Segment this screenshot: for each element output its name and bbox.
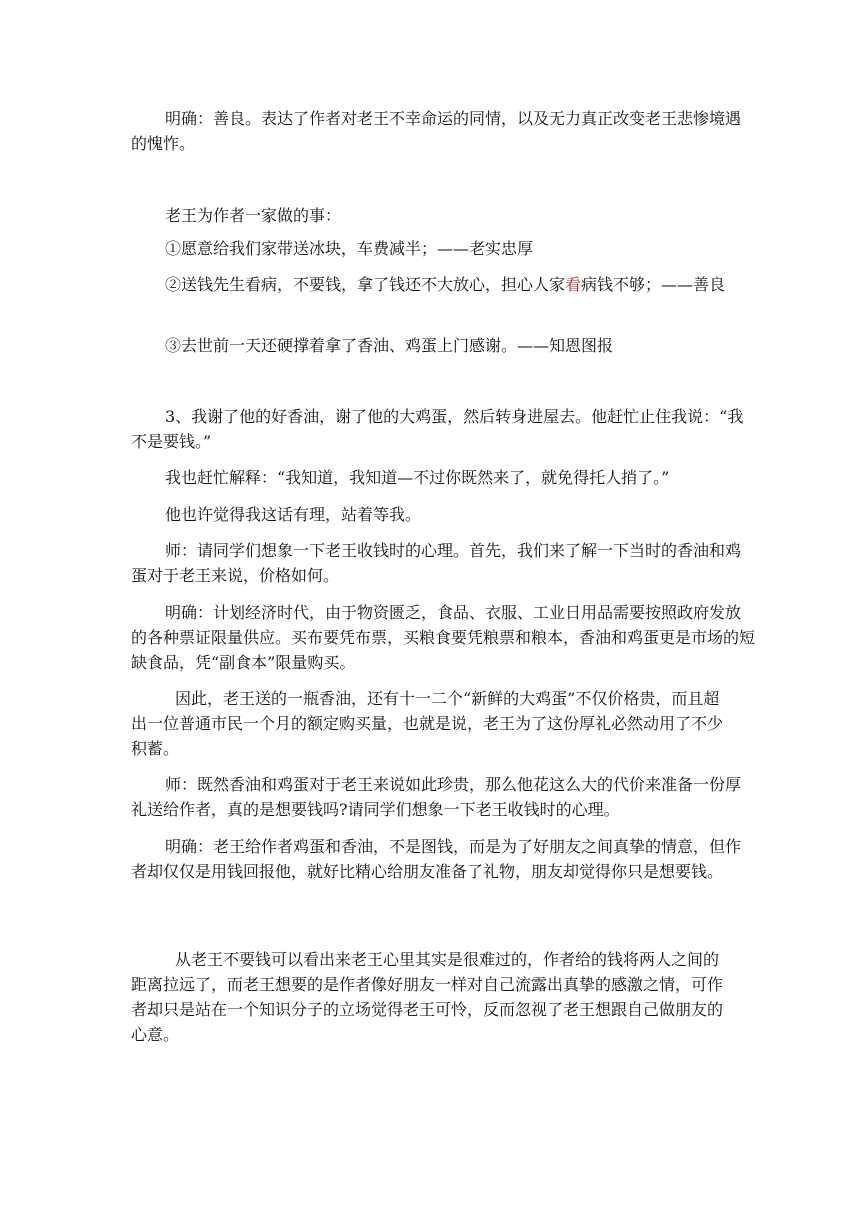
paragraph-item-1: ①愿意给我们家带送冰块，车费减半；——老实忠厚 xyxy=(165,239,534,258)
paragraph-quote-3: 3、我谢了他的好香油，谢了他的大鸡蛋，然后转身进屋去。他赶忙止住我说：“我不是要钱。” xyxy=(131,407,744,451)
item-2-text-before: ②送钱先生看病，不要钱，拿了钱还不大放心，担心人家 xyxy=(165,275,566,294)
paragraph-explanation: 我也赶忙解释：“我知道，我知道—不过你既然来了，就免得托人捎了。” xyxy=(165,468,670,487)
paragraph-item-2 xyxy=(131,272,756,297)
paragraph-item-3: ③去世前一天还硬撑着拿了香油、鸡蛋上门感谢。——知恩图报 xyxy=(165,336,614,355)
paragraph-conclusion-kindness: 明确：善良。表达了作者对老王不幸命运的同情，以及无力真正改变老王悲惨境遇的愧怍。 xyxy=(131,109,742,153)
paragraph-gift-value: 因此，老王送的一瓶香油，还有十一二个“新鲜的大鸡蛋”不仅价格贵，而且超出一位普通市民一个月的额定购买量，也就是说，老王为了这份厚礼必然动用了不少积蓄。 xyxy=(131,689,724,758)
paragraph-conclusion-friendship: 明确：老王给作者鸡蛋和香油，不是图钱，而是为了好朋友之间真挚的情意，但作者却仅仅是用钱回报他，就好比精心给朋友准备了礼物，朋友却觉得你只是想要钱。 xyxy=(131,837,742,881)
paragraph-teacher-question-2: 师：既然香油和鸡蛋对于老王来说如此珍贵，那么他花这么大的代价来准备一份厚礼送给作者，真的是想要钱吗?请同学们想象一下老王收钱时的心理。 xyxy=(131,775,742,819)
paragraph-list-heading: 老王为作者一家做的事： xyxy=(165,206,342,225)
paragraph-conclusion-economy: 明确：计划经济时代，由于物资匮乏，食品、衣服、工业日用品需要按照政府发放的各种票证限量供应。买布要凭布票，买粮食要凭粮票和粮本，香油和鸡蛋更是市场的短缺食品，凭“副食本”限量购买。 xyxy=(131,603,756,672)
paragraph-final-analysis: 从老王不要钱可以看出来老王心里其实是很难过的，作者给的钱将两人之间的距离拉远了，而老王想要的是作者像好朋友一样对自己流露出真挚的感激之情，可作者却只是站在一个知识分子的立场觉得老王可怜，反而忽视了老王想跟自己做朋友的心意。 xyxy=(131,950,724,1044)
paragraph-teacher-question-1: 师：请同学们想象一下老王收钱时的心理。首先，我们来了解一下当时的香油和鸡蛋对于老王来说，价格如何。 xyxy=(131,541,742,585)
item-2-text-after: 病钱不够；——善良 xyxy=(581,275,726,294)
item-2-highlighted-char: 看 xyxy=(565,275,582,294)
paragraph-waiting: 他也许觉得我这话有理，站着等我。 xyxy=(165,505,422,524)
